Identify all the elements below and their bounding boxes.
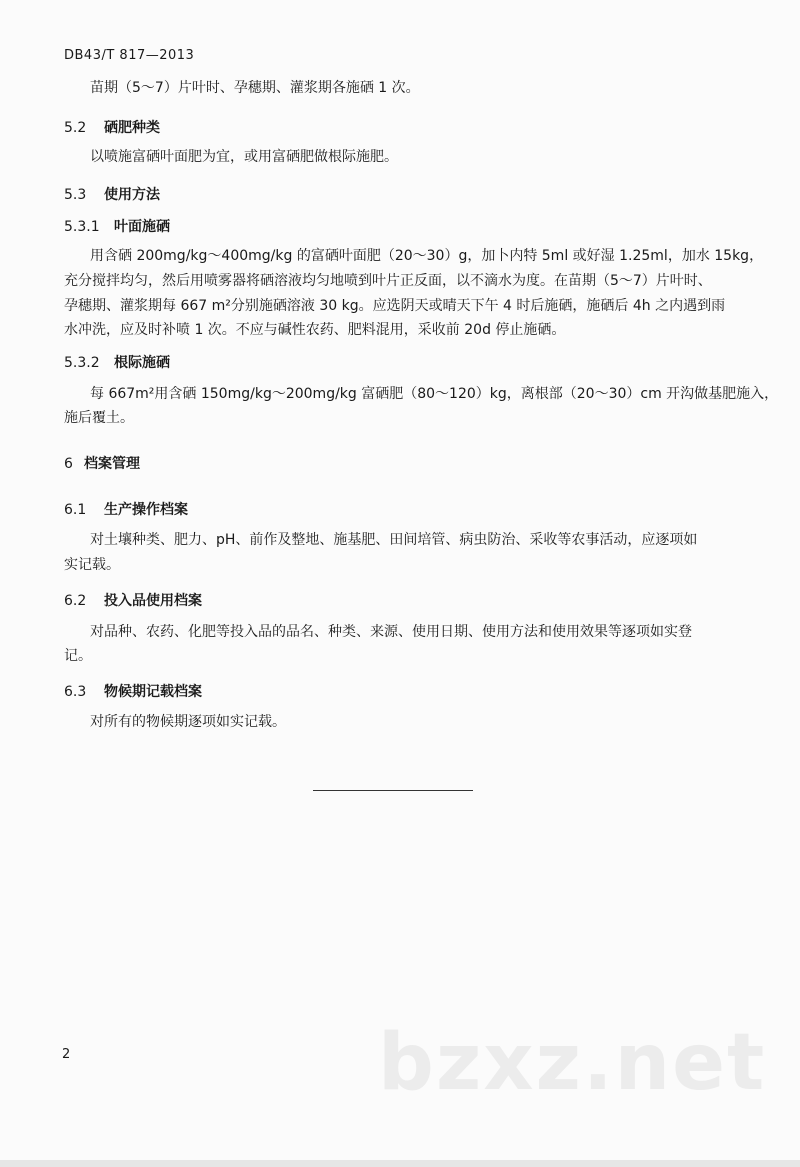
paragraph-line: 对品种、农药、化肥等投入品的品名、种类、来源、使用日期、使用方法和使用效果等逐项如实登 xyxy=(90,624,692,640)
section-title: 叶面施硒 xyxy=(114,219,170,235)
section-number: 5.3.1 xyxy=(64,219,100,235)
section-heading-5-2 xyxy=(64,117,160,137)
paragraph-line: 实记载。 xyxy=(64,557,120,573)
section-heading-5-3-2 xyxy=(64,352,170,372)
page-number: 2 xyxy=(62,1047,71,1062)
section-title: 物候期记载档案 xyxy=(104,684,202,700)
paragraph-line: 对所有的物候期逐项如实记载。 xyxy=(90,714,286,730)
page-bottom-edge xyxy=(0,1160,800,1167)
paragraph-line: 用含硒 200mg/kg～400mg/kg 的富硒叶面肥（20～30）g，加卜内特 5ml 或好湿 1.25ml，加水 15kg， xyxy=(90,248,764,264)
paragraph-line: 水冲洗，应及时补喷 1 次。不应与碱性农药、肥料混用，采收前 20d 停止施硒。 xyxy=(64,322,566,338)
paragraph-line: 每 667m²用含硒 150mg/kg～200mg/kg 富硒肥（80～120）kg，离根部（20～30）cm 开沟做基肥施入， xyxy=(90,386,779,402)
section-number: 6.2 xyxy=(64,593,87,609)
section-number: 6 xyxy=(64,456,73,472)
paragraph-line: 孕穗期、灌浆期每 667 m²分别施硒溶液 30 kg。应选阴天或晴天下午 4 时后施硒，施硒后 4h 之内遇到雨 xyxy=(64,298,726,314)
paragraph-line: 以喷施富硒叶面肥为宜，或用富硒肥做根际施肥。 xyxy=(90,149,398,165)
section-title: 生产操作档案 xyxy=(104,502,188,518)
section-heading-6-3 xyxy=(64,681,202,701)
section-title: 档案管理 xyxy=(84,456,140,472)
paragraph-line: 对土壤种类、肥力、pH、前作及整地、施基肥、田间培管、病虫防治、采收等农事活动，应逐项如 xyxy=(90,532,698,548)
standard-code-header: DB43/T 817—2013 xyxy=(64,48,195,63)
section-number: 5.3 xyxy=(64,187,87,203)
section-heading-6 xyxy=(64,453,140,473)
section-number: 5.3.2 xyxy=(64,355,100,371)
section-title: 根际施硒 xyxy=(114,355,170,371)
section-number: 6.3 xyxy=(64,684,87,700)
paragraph-line: 施后覆土。 xyxy=(64,410,134,426)
section-heading-6-2 xyxy=(64,590,202,610)
section-title: 硒肥种类 xyxy=(104,120,160,136)
paragraph-line: 记。 xyxy=(64,648,92,664)
paragraph-line: 充分搅拌均匀，然后用喷雾器将硒溶液均匀地喷到叶片正反面，以不滴水为度。在苗期（5～7）片叶时、 xyxy=(64,273,712,289)
watermark-logo: bzxz.net xyxy=(378,1018,767,1108)
section-title: 投入品使用档案 xyxy=(104,593,202,609)
section-number: 6.1 xyxy=(64,502,87,518)
section-heading-5-3-1 xyxy=(64,216,170,236)
paragraph-line: 苗期（5～7）片叶时、孕穗期、灌浆期各施硒 1 次。 xyxy=(90,80,420,96)
section-title: 使用方法 xyxy=(104,187,160,203)
end-of-document-rule xyxy=(313,790,473,791)
section-number: 5.2 xyxy=(64,120,87,136)
section-heading-6-1 xyxy=(64,499,188,519)
section-heading-5-3 xyxy=(64,184,160,204)
